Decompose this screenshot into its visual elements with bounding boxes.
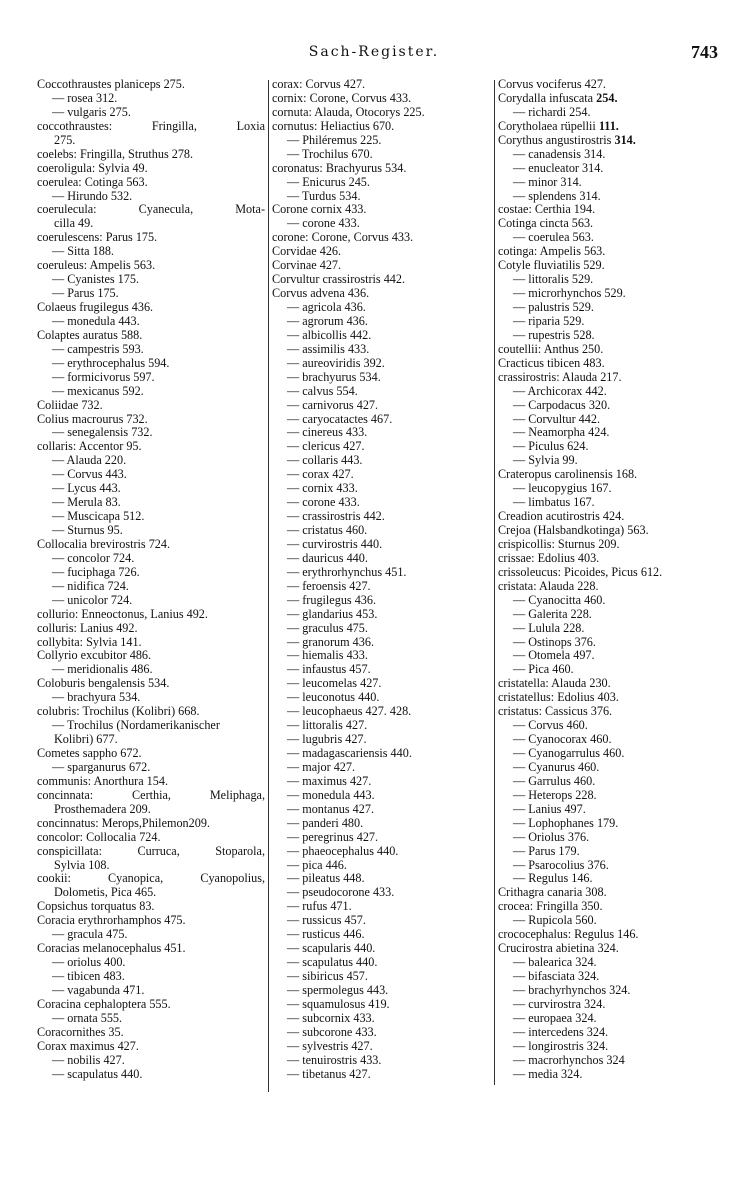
index-entry: — panderi 480. bbox=[287, 815, 364, 830]
index-entry: — albicollis 442. bbox=[287, 327, 372, 342]
index-entry: — russicus 457. bbox=[287, 913, 366, 928]
index-entry: conspicillata: Curruca, Stoparola, bbox=[37, 843, 265, 858]
index-entry: — Rupicola 560. bbox=[513, 913, 597, 928]
index-entry: — lugubris 427. bbox=[287, 732, 367, 747]
index-entry: Coracornithes 35. bbox=[37, 1024, 124, 1039]
index-entry: — Sturnus 95. bbox=[52, 523, 123, 537]
index-entry: coeroligula: Sylvia 49. bbox=[37, 160, 148, 175]
index-entry: — riparia 529. bbox=[513, 313, 585, 328]
index-entry: Collocalia brevirostris 724. bbox=[37, 536, 171, 551]
index-entry: — oriolus 400. bbox=[52, 955, 126, 970]
index-entry: — Corvultur 442. bbox=[513, 411, 601, 426]
index-entry: — brachyura 534. bbox=[52, 690, 141, 705]
index-entry: coeruleus: Ampelis 563. bbox=[37, 258, 156, 273]
index-entry: — glandarius 453. bbox=[287, 606, 378, 621]
index-entry: — pileatus 448. bbox=[287, 871, 365, 886]
column-rule-left bbox=[268, 80, 269, 1092]
index-entry: — brachyrhynchos 324. bbox=[513, 982, 631, 997]
index-entry: Corvus vociferus 427. bbox=[498, 77, 606, 91]
index-entry: coerulecula: Cyanecula, Mota- bbox=[37, 202, 265, 217]
index-entry: Colaptes auratus 588. bbox=[37, 327, 143, 342]
index-entry: — Carpodacus 320. bbox=[513, 397, 611, 412]
index-entry: — brachyurus 534. bbox=[287, 369, 381, 384]
index-entry: Corvidae 426. bbox=[272, 244, 342, 259]
page-header bbox=[0, 44, 748, 68]
index-entry: — crassirostris 442. bbox=[287, 509, 385, 524]
index-entry: — rosea 312. bbox=[52, 90, 118, 105]
index-entry: Sylvia 108. bbox=[54, 857, 110, 872]
index-entry: — Corvus 460. bbox=[513, 718, 588, 733]
index-entry: Crejoa (Halsbandkotinga) 563. bbox=[498, 523, 649, 537]
index-entry: — microrhynchos 529. bbox=[513, 286, 626, 301]
index-entry: — intercedens 324. bbox=[513, 1024, 609, 1039]
index-entry: — squamulosus 419. bbox=[287, 996, 390, 1011]
index-entry: — nidifica 724. bbox=[52, 578, 129, 593]
index-entry: — carnivorus 427. bbox=[287, 397, 379, 412]
index-entry: — Cyanistes 175. bbox=[52, 272, 140, 287]
index-entry: Crateropus carolinensis 168. bbox=[498, 467, 638, 482]
index-entry: — monedula 443. bbox=[52, 313, 140, 328]
index-entry: — Lulula 228. bbox=[513, 620, 585, 635]
index-entry: — Lycus 443. bbox=[52, 481, 121, 496]
index-entry: — vulgaris 275. bbox=[52, 104, 131, 119]
index-entry: — Lanius 497. bbox=[513, 801, 586, 816]
index-entry: — cinereus 433. bbox=[287, 425, 368, 440]
index-entry: — agrorum 436. bbox=[287, 313, 368, 328]
index-entry: Creadion acutirostris 424. bbox=[498, 509, 625, 524]
index-entry: — longirostris 324. bbox=[513, 1038, 609, 1053]
index-entry: — Sitta 188. bbox=[52, 244, 114, 259]
index-entry: — Regulus 146. bbox=[513, 871, 593, 886]
index-entry: Corone cornix 433. bbox=[272, 202, 367, 217]
index-entry: — formicivorus 597. bbox=[52, 369, 155, 384]
index-column-1 bbox=[37, 78, 265, 1082]
index-entry: — subcorone 433. bbox=[287, 1024, 377, 1039]
page-number: 743 bbox=[691, 42, 718, 62]
index-entry: cilla 49. bbox=[54, 216, 94, 231]
index-entry: corax: Corvus 427. bbox=[272, 77, 366, 91]
index-entry: crococephalus: Regulus 146. bbox=[498, 927, 639, 942]
index-column-2 bbox=[272, 78, 492, 1082]
index-entry: — Turdus 534. bbox=[287, 188, 361, 203]
index-entry: — tibicen 483. bbox=[52, 969, 125, 983]
index-entry: Crucirostra abietina 324. bbox=[498, 941, 619, 956]
index-entry: — Alauda 220. bbox=[52, 453, 127, 468]
index-entry: — rupestris 528. bbox=[513, 327, 595, 342]
index-entry: — graculus 475. bbox=[287, 620, 368, 635]
index-entry: cristatella: Alauda 230. bbox=[498, 676, 611, 691]
index-entry: — curvirostris 440. bbox=[287, 536, 383, 551]
index-entry: — Cyanogarrulus 460. bbox=[513, 746, 625, 760]
index-entry: — granorum 436. bbox=[287, 634, 374, 649]
index-entry: — feroensis 427. bbox=[287, 578, 371, 593]
index-entry: — minor 314. bbox=[513, 174, 582, 189]
index-entry: crissae: Edolius 403. bbox=[498, 550, 600, 565]
index-entry: Colius macrourus 732. bbox=[37, 411, 148, 426]
index-entry: — palustris 529. bbox=[513, 300, 594, 314]
index-entry: concinnatus: Merops,Philemon209. bbox=[37, 815, 210, 830]
index-entry: communis: Anorthura 154. bbox=[37, 773, 169, 788]
index-entry: — leuconotus 440. bbox=[287, 690, 380, 705]
index-entry: Colaeus frugilegus 436. bbox=[37, 300, 154, 314]
index-entry: Prosthemadera 209. bbox=[54, 801, 151, 816]
index-entry: — sibiricus 457. bbox=[287, 969, 368, 983]
index-entry: — campestris 593. bbox=[52, 341, 144, 356]
index-entry: Corvultur crassirostris 442. bbox=[272, 272, 406, 287]
index-entry: — media 324. bbox=[513, 1066, 583, 1081]
index-entry: — cornix 433. bbox=[287, 481, 358, 496]
index-entry: — meridionalis 486. bbox=[52, 662, 153, 677]
index-entry: — phaeocephalus 440. bbox=[287, 843, 399, 858]
index-entry: coerulea: Cotinga 563. bbox=[37, 174, 148, 189]
index-entry: — tibetanus 427. bbox=[287, 1066, 371, 1081]
index-entry: — Pica 460. bbox=[513, 662, 574, 677]
index-entry: 275. bbox=[54, 132, 76, 147]
index-entry: — Merula 83. bbox=[52, 495, 121, 510]
index-entry: — unicolor 724. bbox=[52, 592, 133, 607]
index-entry: — vagabunda 471. bbox=[52, 982, 145, 997]
index-entry: — aureoviridis 392. bbox=[287, 355, 385, 370]
index-entry: cornix: Corone, Corvus 433. bbox=[272, 90, 412, 105]
index-entry: — Muscicapa 512. bbox=[52, 509, 145, 524]
index-entry: corone: Corone, Corvus 433. bbox=[272, 230, 414, 245]
index-entry: — erythrocephalus 594. bbox=[52, 355, 170, 370]
index-entry: coelebs: Fringilla, Struthus 278. bbox=[37, 146, 194, 161]
index-entry: crispicollis: Sturnus 209. bbox=[498, 536, 620, 551]
index-entry: — limbatus 167. bbox=[513, 495, 595, 510]
index-entry: — Neamorpha 424. bbox=[513, 425, 610, 440]
index-entry: Cotinga cincta 563. bbox=[498, 216, 594, 231]
index-entry: — Corvus 443. bbox=[52, 467, 127, 482]
running-title: Sach-Register. bbox=[308, 44, 440, 60]
index-entry: — Cyanocitta 460. bbox=[513, 592, 606, 607]
index-entry: — Cyanocorax 460. bbox=[513, 732, 612, 747]
index-entry: — Hirundo 532. bbox=[52, 188, 133, 203]
index-entry: cornuta: Alauda, Otocorys 225. bbox=[272, 104, 425, 119]
index-entry: — europaea 324. bbox=[513, 1010, 597, 1025]
index-entry: — balearica 324. bbox=[513, 955, 597, 970]
index-entry: Cometes sappho 672. bbox=[37, 746, 142, 760]
index-entry: — gracula 475. bbox=[52, 927, 128, 942]
index-entry: — corax 427. bbox=[287, 467, 354, 482]
index-entry: — major 427. bbox=[287, 759, 356, 774]
column-rule-right bbox=[494, 80, 495, 1085]
index-entry: Coracia erythrorhamphos 475. bbox=[37, 913, 186, 928]
index-entry: — Garrulus 460. bbox=[513, 773, 596, 788]
index-entry: — montanus 427. bbox=[287, 801, 375, 816]
index-entry: — nobilis 427. bbox=[52, 1052, 125, 1067]
index-entry: — richardi 254. bbox=[513, 104, 591, 119]
index-entry: — clericus 427. bbox=[287, 439, 365, 454]
index-entry: coerulescens: Parus 175. bbox=[37, 230, 158, 245]
index-entry: — peregrinus 427. bbox=[287, 829, 379, 844]
index-entry: Kolibri) 677. bbox=[54, 732, 118, 747]
index-entry: Coracias melanocephalus 451. bbox=[37, 941, 186, 956]
index-entry: Coccothraustes planiceps 275. bbox=[37, 77, 185, 91]
index-entry: — calvus 554. bbox=[287, 383, 358, 398]
index-entry: — canadensis 314. bbox=[513, 146, 606, 161]
index-entry: — Sylvia 99. bbox=[513, 453, 578, 468]
index-entry: — spermolegus 443. bbox=[287, 982, 389, 997]
index-entry: Corvus advena 436. bbox=[272, 286, 370, 301]
index-entry: — collaris 443. bbox=[287, 453, 363, 468]
index-entry: — leucomelas 427. bbox=[287, 676, 382, 691]
index-entry: Cracticus tibicen 483. bbox=[498, 355, 605, 370]
index-entry: — bifasciata 324. bbox=[513, 969, 600, 983]
index-entry: — splendens 314. bbox=[513, 188, 601, 203]
index-entry: — leucophaeus 427. 428. bbox=[287, 704, 412, 719]
index-entry: Collyrio excubitor 486. bbox=[37, 648, 152, 663]
index-entry: colubris: Trochilus (Kolibri) 668. bbox=[37, 704, 200, 719]
index-entry: — rusticus 446. bbox=[287, 927, 365, 942]
index-entry: Coliidae 732. bbox=[37, 397, 103, 412]
index-entry: — madagascariensis 440. bbox=[287, 746, 412, 760]
index-entry: — macrorhynchos 324 bbox=[513, 1052, 625, 1067]
index-entry: Crithagra canaria 308. bbox=[498, 885, 607, 900]
index-entry: — littoralis 427. bbox=[287, 718, 368, 733]
index-entry: Coloburis bengalensis 534. bbox=[37, 676, 170, 691]
index-entry: — subcornix 433. bbox=[287, 1010, 375, 1025]
index-entry: cornutus: Heliactius 670. bbox=[272, 118, 395, 133]
index-entry: — caryocatactes 467. bbox=[287, 411, 393, 426]
index-entry: crissoleucus: Picoides, Picus 612. bbox=[498, 564, 663, 579]
index-entry: Corythus angustirostris 314. bbox=[498, 132, 636, 147]
index-entry: — leucopygius 167. bbox=[513, 481, 612, 496]
index-entry: — hiemalis 433. bbox=[287, 648, 368, 663]
index-entry: — sylvestris 427. bbox=[287, 1038, 373, 1053]
index-entry: crassirostris: Alauda 217. bbox=[498, 369, 622, 384]
index-entry: — fuciphaga 726. bbox=[52, 564, 140, 579]
index-entry: — maximus 427. bbox=[287, 773, 372, 788]
index-entry: — frugilegus 436. bbox=[287, 592, 377, 607]
index-entry: — ornata 555. bbox=[52, 1010, 123, 1025]
index-entry: colluris: Lanius 492. bbox=[37, 620, 138, 635]
index-entry: — senegalensis 732. bbox=[52, 425, 153, 440]
index-entry: — Cyanurus 460. bbox=[513, 759, 600, 774]
index-entry: — enucleator 314. bbox=[513, 160, 604, 175]
index-entry: — Otomela 497. bbox=[513, 648, 595, 663]
index-entry: Corytholaea rüpellii 111. bbox=[498, 118, 619, 133]
index-entry: — assimilis 433. bbox=[287, 341, 370, 356]
index-entry: coutellii: Anthus 250. bbox=[498, 341, 604, 356]
index-entry: — Parus 179. bbox=[513, 843, 580, 858]
index-entry: — infaustus 457. bbox=[287, 662, 371, 677]
index-entry: — Heterops 228. bbox=[513, 787, 597, 802]
index-entry: cristatellus: Edolius 403. bbox=[498, 690, 619, 705]
index-entry: Corydalla infuscata 254. bbox=[498, 90, 618, 105]
index-entry: collurio: Enneoctonus, Lanius 492. bbox=[37, 606, 208, 621]
index-entry: — Trochilus 670. bbox=[287, 146, 373, 161]
index-entry: cristata: Alauda 228. bbox=[498, 578, 599, 593]
index-entry: — tenuirostris 433. bbox=[287, 1052, 382, 1067]
index-entry: — Galerita 228. bbox=[513, 606, 592, 621]
index-entry: — scapularis 440. bbox=[287, 941, 376, 956]
index-entry: concinnata: Certhia, Meliphaga, bbox=[37, 787, 265, 802]
index-entry: — pseudocorone 433. bbox=[287, 885, 395, 900]
index-entry: cristatus: Cassicus 376. bbox=[498, 704, 613, 719]
index-entry: — Enicurus 245. bbox=[287, 174, 370, 189]
index-column-3 bbox=[498, 78, 720, 1082]
index-entry: Coracina cephaloptera 555. bbox=[37, 996, 171, 1011]
index-entry: — Archicorax 442. bbox=[513, 383, 607, 398]
index-entry: — corone 433. bbox=[287, 216, 360, 231]
index-entry: — dauricus 440. bbox=[287, 550, 368, 565]
index-entry: Corax maximus 427. bbox=[37, 1038, 139, 1053]
index-entry: collaris: Accentor 95. bbox=[37, 439, 142, 454]
index-entry: — scapulatus 440. bbox=[52, 1066, 143, 1081]
index-entry: — curvirostra 324. bbox=[513, 996, 606, 1011]
index-entry: — Lophophanes 179. bbox=[513, 815, 619, 830]
index-entry: — pica 446. bbox=[287, 857, 347, 872]
index-entry: — scapulatus 440. bbox=[287, 955, 378, 970]
index-entry: Dolometis, Pica 465. bbox=[54, 885, 157, 900]
index-entry: — concolor 724. bbox=[52, 550, 135, 565]
index-entry: cotinga: Ampelis 563. bbox=[498, 244, 606, 259]
index-entry: coccothraustes: Fringilla, Loxia bbox=[37, 118, 265, 133]
index-entry: — coerulea 563. bbox=[513, 230, 594, 245]
index-entry: — mexicanus 592. bbox=[52, 383, 144, 398]
index-entry: — Philéremus 225. bbox=[287, 132, 382, 147]
index-entry: cookii: Cyanopica, Cyanopolius, bbox=[37, 871, 265, 886]
index-entry: — cristatus 460. bbox=[287, 523, 368, 537]
index-entry: — Ostinops 376. bbox=[513, 634, 596, 649]
index-entry: — Psarocolius 376. bbox=[513, 857, 609, 872]
index-entry: Copsichus torquatus 83. bbox=[37, 899, 155, 914]
index-entry: — rufus 471. bbox=[287, 899, 352, 914]
index-entry: coronatus: Brachyurus 534. bbox=[272, 160, 407, 175]
index-entry: — monedula 443. bbox=[287, 787, 375, 802]
index-entry: crocea: Fringilla 350. bbox=[498, 899, 603, 914]
index-entry: collybita: Sylvia 141. bbox=[37, 634, 142, 649]
index-entry: — Trochilus (Nordamerikanischer bbox=[52, 718, 220, 733]
index-entry: Corvinae 427. bbox=[272, 258, 342, 273]
index-entry: concolor: Collocalia 724. bbox=[37, 829, 161, 844]
index-entry: — Parus 175. bbox=[52, 286, 119, 301]
index-entry: — Oriolus 376. bbox=[513, 829, 590, 844]
index-entry: — erythrorhynchus 451. bbox=[287, 564, 407, 579]
index-entry: — Piculus 624. bbox=[513, 439, 589, 454]
index-entry: costae: Certhia 194. bbox=[498, 202, 596, 217]
index-entry: — sparganurus 672. bbox=[52, 759, 151, 774]
index-entry: — agricola 436. bbox=[287, 300, 366, 314]
index-entry: — corone 433. bbox=[287, 495, 360, 510]
index-entry: — littoralis 529. bbox=[513, 272, 594, 287]
index-entry: Cotyle fluviatilis 529. bbox=[498, 258, 605, 273]
